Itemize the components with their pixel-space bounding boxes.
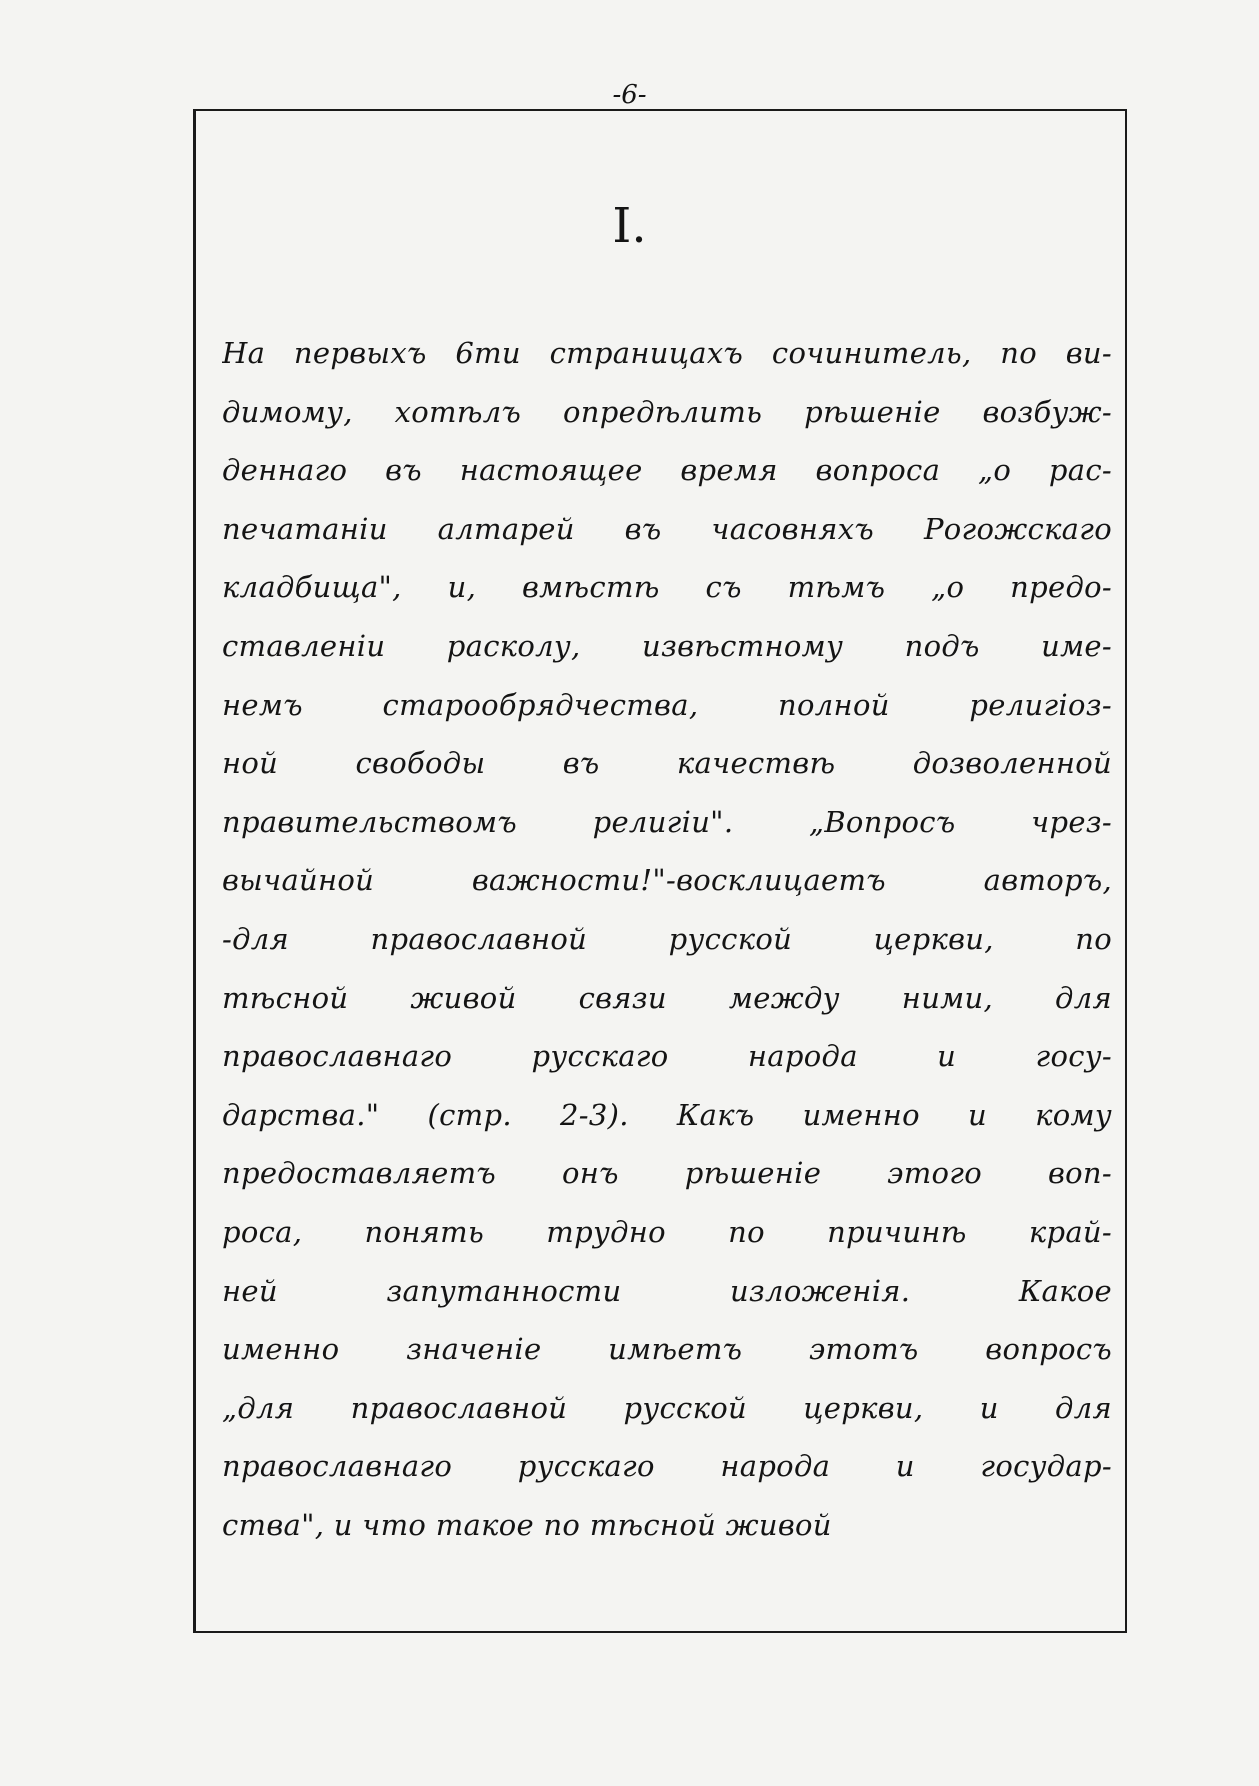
text-line: деннаго въ настоящее время вопроса „о рас- [222, 453, 1112, 488]
handwritten-text-body [222, 324, 1112, 1554]
text-line: „для православной русской церкви, и для [222, 1390, 1112, 1425]
text-line: роса, понять трудно по причинѣ край- [222, 1214, 1112, 1249]
text-line: ней запутанности изложенія. Какое [222, 1273, 1112, 1308]
text-line: ставленіи расколу, извѣстному подъ име- [222, 628, 1112, 663]
text-line: православнаго русскаго народа и государ- [222, 1449, 1112, 1484]
text-line: дарства." (стр. 2-3). Какъ именно и кому [222, 1097, 1112, 1132]
text-line: димому, хотѣлъ опредѣлить рѣшеніе возбуж- [222, 394, 1112, 429]
text-line: ства", и что такое по тѣсной живой [222, 1507, 832, 1542]
page-number-text: -6- [598, 80, 660, 110]
text-line: кладбища", и, вмѣстѣ съ тѣмъ „о предо- [222, 570, 1112, 605]
text-line: вычайной важности!"-восклицаетъ авторъ, [222, 863, 1112, 898]
text-line: ной свободы въ качествѣ дозволенной [222, 746, 1112, 781]
text-line: предоставляетъ онъ рѣшеніе этого воп- [222, 1156, 1112, 1191]
chapter-heading: I. [612, 198, 647, 254]
text-line: немъ старообрядчества, полной религіоз- [222, 687, 1112, 722]
text-line: тѣсной живой связи между ними, для [222, 980, 1112, 1015]
text-line: печатаніи алтарей въ часовняхъ Рогожскаго [222, 511, 1112, 546]
text-line: именно значеніе имѣетъ этотъ вопросъ [222, 1332, 1112, 1367]
text-line: На первыхъ 6ти страницахъ сочинитель, по ви- [222, 336, 1112, 370]
page-number [0, 80, 1259, 110]
text-line: православнаго русскаго народа и госу- [222, 1039, 1112, 1074]
text-line: правительствомъ религіи". „Вопросъ чрез- [222, 804, 1112, 839]
text-line: -для православной русской церкви, по [222, 921, 1112, 956]
